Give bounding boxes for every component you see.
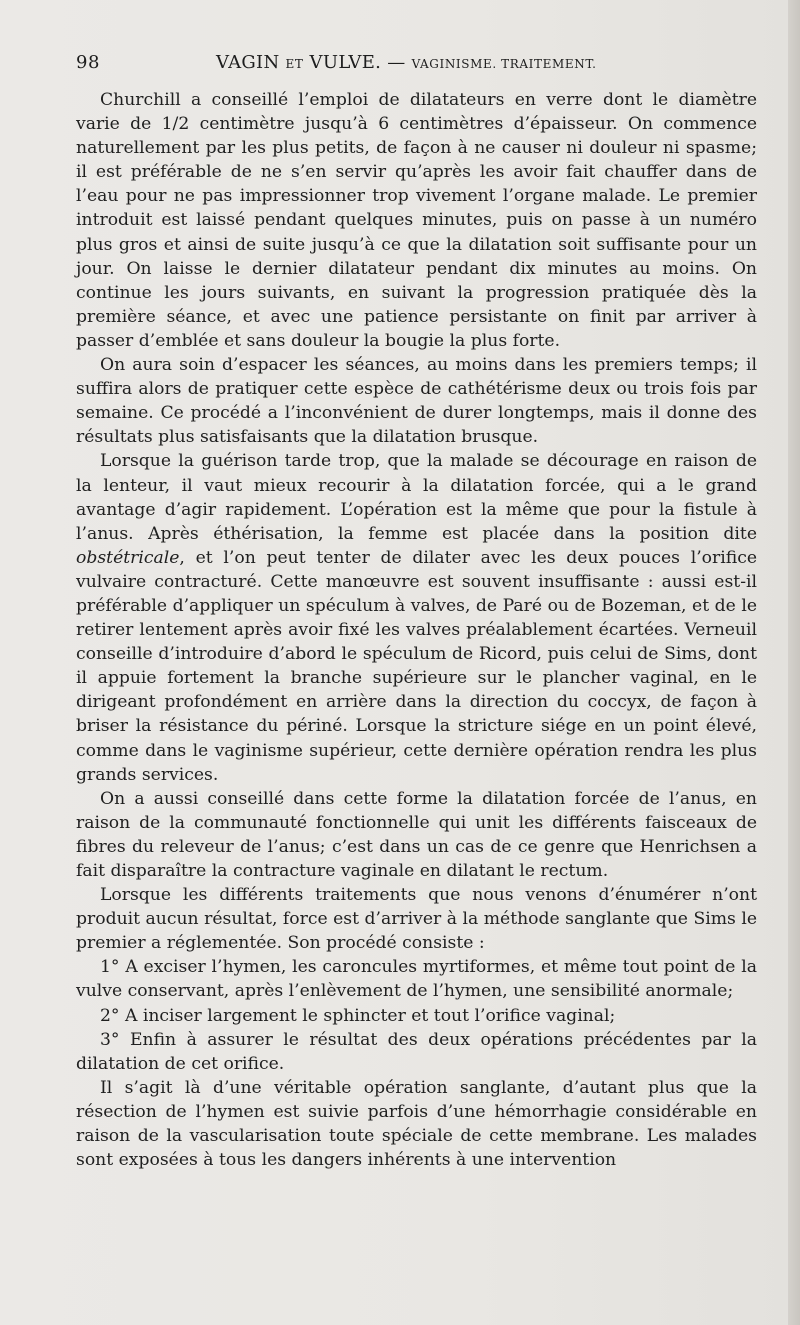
body-text (76, 88, 757, 1172)
page-edge (788, 0, 800, 1325)
running-header (76, 52, 756, 78)
paragraph-dilatation-forcee-part-a: Lorsque la guérison tarde trop, que la malade se décourage en raison de la lenteur, il vaut mieux recourir à la dilatation forcée, qui a le grand avantage d’agir rapidement. L’opération est la même que pour la fistule à l’anus. Après éthérisation, la femme est placée dans la position dite (76, 451, 757, 544)
running-head-vulve: VULVE. (309, 52, 382, 73)
paragraph-churchill: Churchill a conseillé l’emploi de dilatateurs en verre dont le diamètre varie de 1/2 centimètre jusqu’à 6 centimètres d’épaisseur. On commence naturellement par les plus petits, de façon à ne causer ni douleur ni spasme; il est préférable de ne s’en servir qu’après les avoir fait chauffer dans de l’eau pour ne pas impressionner trop vivement l’organe malade. Le premier introduit est laissé pendant quelques minutes, puis on passe à un numéro plus gros et ainsi de suite jusqu’à ce que la dilatation soit suffisante pour un jour. On laisse le dernier dilatateur pendant dix minutes au moins. On continue les jours suivants, en suivant la progression pratiquée dès la première séance, et avec une patience persistante on finit par arriver à passer d’emblée et sans douleur la bougie la plus forte. (76, 90, 757, 351)
paragraph-methode-sanglante: Lorsque les différents traitements que nous venons d’énumérer n’ont produit aucun résultat, force est d’arriver à la méthode sanglante que Sims le premier a réglementée. Son procédé consiste : (76, 885, 757, 954)
italic-obstetricale: obstétricale (76, 547, 180, 568)
list-item-2: 2° A inciser largement le sphincter et tout l’orifice vaginal; (100, 1005, 616, 1026)
running-head-subtitle: VAGINISME. TRAITEMENT. (411, 57, 597, 71)
paragraph-seances: On aura soin d’espacer les séances, au moins dans les premiers temps; il suffira alors de pratiquer cette espèce de cathétérisme deux ou trois fois par semaine. Ce procédé a l’inconvénient de durer longtemps, mais il donne des résultats plus satisfaisants que la dilatation brusque. (76, 355, 757, 448)
paragraph-dilatation-forcee (76, 449, 757, 786)
running-head-et: ET (285, 57, 304, 71)
paragraph-anus: On a aussi conseillé dans cette forme la dilatation forcée de l’anus, en raison de la communauté fonctionnelle qui unit les différents faisceaux de fibres du releveur de l’anus; c’est dans un cas de ce genre que Henrichsen a fait disparaître la contracture vaginale en dilatant le rectum. (76, 788, 757, 881)
running-head-dash: — (387, 52, 406, 73)
list-item-1: 1° A exciser l’hymen, les caroncules myrtiformes, et même tout point de la vulve conservant, après l’enlèvement de l’hymen, une sensibilité anormale; (76, 957, 757, 1002)
page-number: 98 (76, 52, 100, 73)
running-head (216, 52, 597, 73)
paragraph-operation-sanglante: Il s’agit là d’une véritable opération sanglante, d’autant plus que la résection de l’hymen est suivie parfois d’une hémorrhagie considérable en raison de la vascularisation toute spéciale de cette membrane. Les malades sont exposées à tous les dangers inhérents à une intervention (76, 1077, 757, 1171)
list-item-3: 3° Enfin à assurer le résultat des deux opérations précédentes par la dilatation de cet orifice. (76, 1029, 757, 1074)
paragraph-dilatation-forcee-part-b: , et l’on peut tenter de dilater avec les deux pouces l’orifice vulvaire contracturé. Cette manœuvre est souvent insuffisante : aussi est-il préférable d’appliquer un spéculum à valves, de Paré ou de Bozeman, et de le retirer lentement après avoir fixé les valves préalablement écartées. Verneuil conseille d’introduire d’abord le spéculum de Ricord, puis celui de Sims, dont il appuie fortement la branche supérieure sur le plancher vaginal, en le dirigeant profondément en arrière dans la direction du coccyx, de façon à briser la résistance du périné. Lorsque la stricture siége en un point élevé, comme dans le vaginisme supérieur, cette dernière opération rendra les plus grands services. (76, 547, 757, 785)
running-head-title: VAGIN (216, 52, 280, 73)
